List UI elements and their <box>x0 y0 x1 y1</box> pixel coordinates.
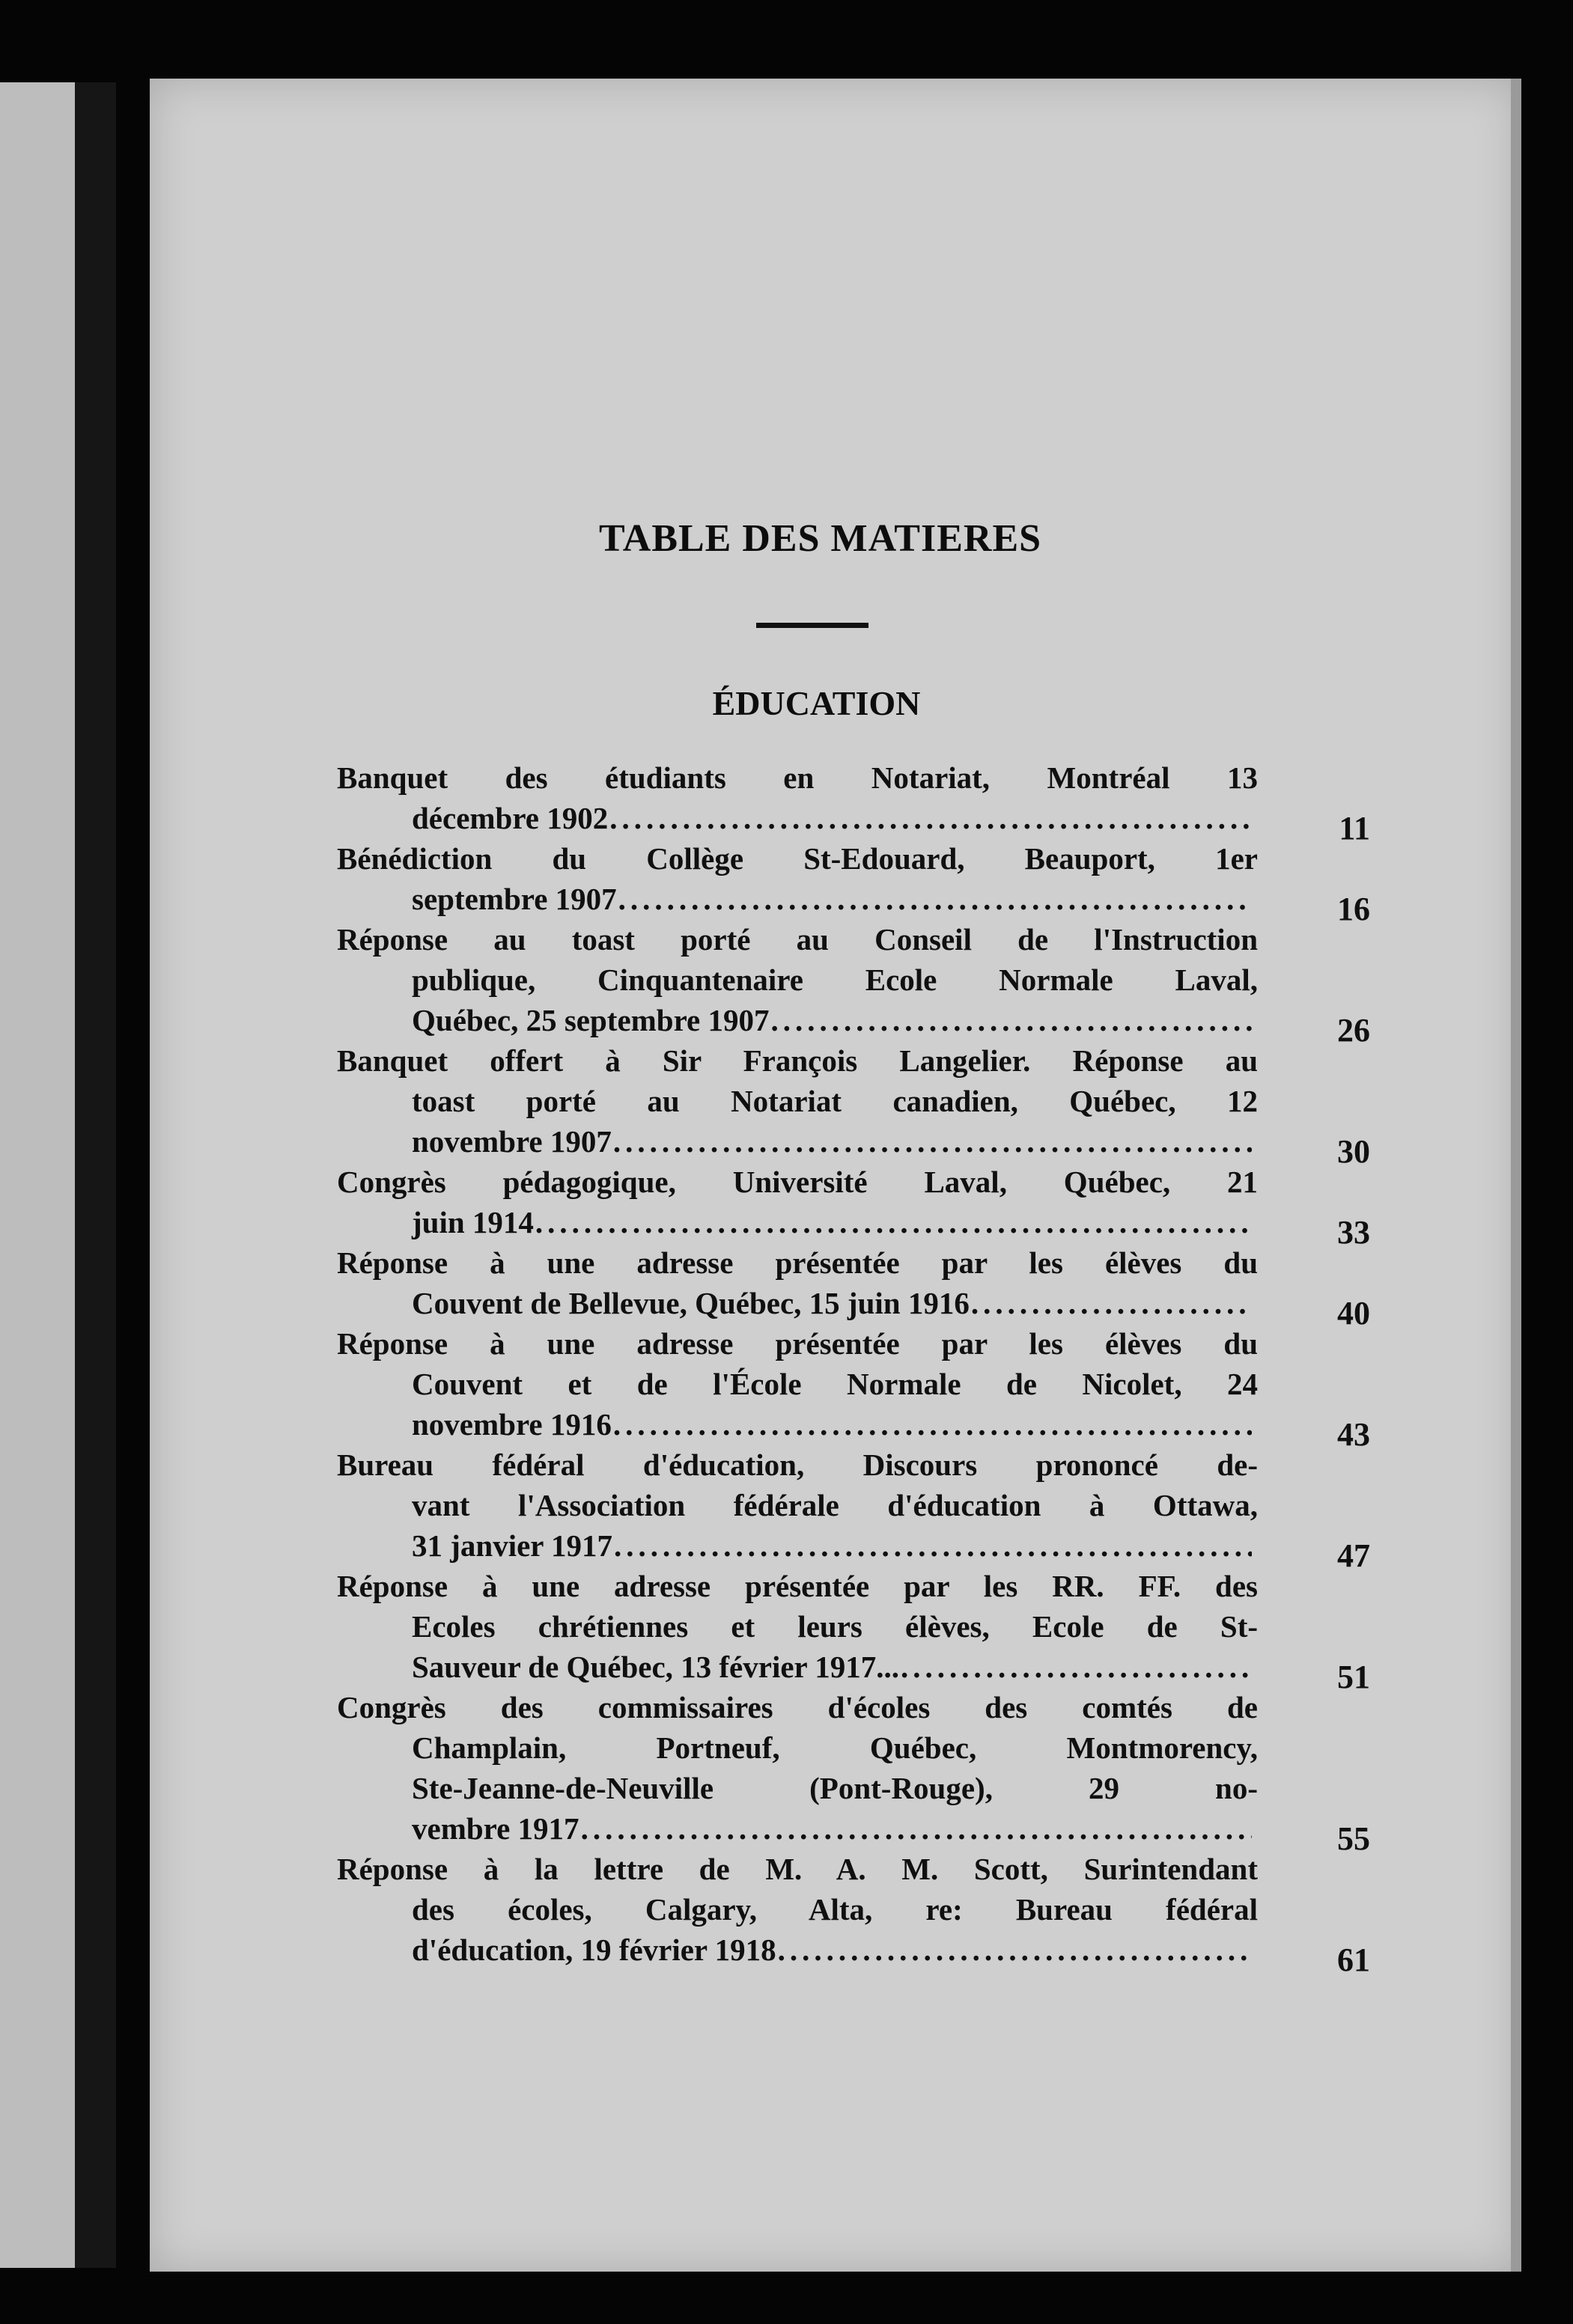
toc-entry-last-line <box>337 1404 1258 1445</box>
page-number: 43 <box>1337 1416 1370 1453</box>
toc-entry-last-line <box>337 1930 1258 1970</box>
toc-entry-line: toast porté au Notariat canadien, Québec, 12 <box>412 1084 1258 1118</box>
dot-leader <box>771 1000 1252 1040</box>
section-heading: ÉDUCATION <box>712 684 921 722</box>
toc-entry <box>337 1242 1370 1332</box>
page-number: 33 <box>1337 1214 1370 1251</box>
toc-entry-line: Champlain, Portneuf, Québec, Montmorency, <box>412 1730 1258 1765</box>
dot-leader <box>778 1930 1252 1970</box>
toc-entry-line: Banquet des étudiants en Notariat, Montréal 13 <box>337 760 1258 795</box>
page-number: 30 <box>1337 1133 1370 1170</box>
toc-entry-line: vant l'Association fédérale d'éducation à Ottawa, <box>412 1488 1258 1522</box>
dot-leader <box>613 1121 1252 1162</box>
toc-entry-line: Congrès pédagogique, Université Laval, Québec, 21 <box>337 1165 1258 1199</box>
toc-entry <box>337 1323 1370 1453</box>
toc-entry <box>337 1040 1370 1170</box>
toc-entry-text: vembre 1917 <box>412 1811 579 1846</box>
toc-entry-line: Réponse à une adresse présentée par les élèves du <box>337 1245 1258 1280</box>
toc-entry <box>337 1162 1370 1251</box>
page-number: 47 <box>1337 1537 1370 1574</box>
dot-leader <box>613 1404 1252 1445</box>
toc-entry-last-line <box>337 1647 1258 1687</box>
table-of-contents <box>337 757 1370 1978</box>
toc-entry-line: Couvent et de l'École Normale de Nicolet, 24 <box>412 1367 1258 1401</box>
toc-entry-line: Ecoles chrétiennes et leurs élèves, Ecole de St- <box>412 1609 1258 1644</box>
toc-entry-last-line <box>337 1000 1258 1040</box>
toc-entry-line: Réponse au toast porté au Conseil de l'Instruction <box>337 922 1258 957</box>
toc-entry-text: septembre 1907 <box>412 882 617 916</box>
toc-entry-line: Réponse à la lettre de M. A. M. Scott, Surintendant <box>337 1852 1258 1886</box>
toc-entry <box>337 919 1370 1049</box>
toc-entry-last-line <box>337 1121 1258 1162</box>
toc-entry-line: des écoles, Calgary, Alta, re: Bureau fédéral <box>412 1892 1258 1927</box>
toc-entry-line: Bureau fédéral d'éducation, Discours prononcé de- <box>337 1448 1258 1482</box>
page-number: 51 <box>1337 1659 1370 1695</box>
page-title: TABLE DES MATIERES <box>598 517 1042 560</box>
toc-entry-last-line <box>337 798 1258 838</box>
toc-entry-line: Bénédiction du Collège St-Edouard, Beauport, 1er <box>337 841 1258 876</box>
toc-entry <box>337 1687 1370 1857</box>
page-number: 16 <box>1337 891 1370 927</box>
toc-entry <box>337 1445 1370 1574</box>
dot-leader <box>609 798 1252 838</box>
toc-entry-line: publique, Cinquantenaire Ecole Normale Laval, <box>412 963 1258 997</box>
title-rule <box>756 623 868 628</box>
toc-entry-last-line <box>337 1283 1258 1323</box>
page-number: 40 <box>1337 1295 1370 1332</box>
toc-entry-text: novembre 1916 <box>412 1407 612 1442</box>
toc-entry-text: 31 janvier 1917 <box>412 1528 613 1563</box>
page-number: 61 <box>1337 1942 1370 1978</box>
dot-leader <box>901 1647 1252 1687</box>
dot-leader <box>581 1808 1252 1849</box>
toc-entry-line: Banquet offert à Sir François Langelier. Réponse au <box>337 1043 1258 1078</box>
toc-entry-last-line <box>337 879 1258 919</box>
toc-entry-text: novembre 1907 <box>412 1124 612 1159</box>
toc-entry-text: juin 1914 <box>412 1205 534 1239</box>
dot-leader <box>618 879 1252 919</box>
dot-leader <box>535 1202 1252 1242</box>
toc-entry-last-line <box>337 1202 1258 1242</box>
toc-entry-last-line <box>337 1808 1258 1849</box>
toc-entry-text: d'éducation, 19 février 1918 <box>412 1933 776 1967</box>
page-number: 55 <box>1337 1820 1370 1857</box>
book-gutter <box>75 82 116 2268</box>
toc-entry-line: Congrès des commissaires d'écoles des comtés de <box>337 1690 1258 1724</box>
toc-entry-text: Couvent de Bellevue, Québec, 15 juin 1916 <box>412 1286 970 1320</box>
toc-entry <box>337 757 1370 847</box>
dot-leader <box>971 1283 1252 1323</box>
page-edge-shadow <box>1511 79 1521 2272</box>
dot-leader <box>614 1525 1252 1566</box>
toc-entry-text: décembre 1902 <box>412 801 609 835</box>
toc-entry-line: Réponse à une adresse présentée par les élèves du <box>337 1326 1258 1361</box>
toc-entry-line: Ste-Jeanne-de-Neuville (Pont-Rouge), 29 no- <box>412 1771 1258 1805</box>
page-number: 26 <box>1337 1012 1370 1049</box>
toc-entry <box>337 1566 1370 1695</box>
toc-entry-text: Québec, 25 septembre 1907 <box>412 1003 770 1037</box>
toc-entry-text: Sauveur de Québec, 13 février 1917... <box>412 1650 899 1684</box>
toc-entry <box>337 838 1370 927</box>
toc-entry-line: Réponse à une adresse présentée par les RR. FF. des <box>337 1569 1258 1603</box>
page-number: 11 <box>1339 810 1370 847</box>
toc-entry <box>337 1849 1370 1978</box>
toc-entry-last-line <box>337 1525 1258 1566</box>
